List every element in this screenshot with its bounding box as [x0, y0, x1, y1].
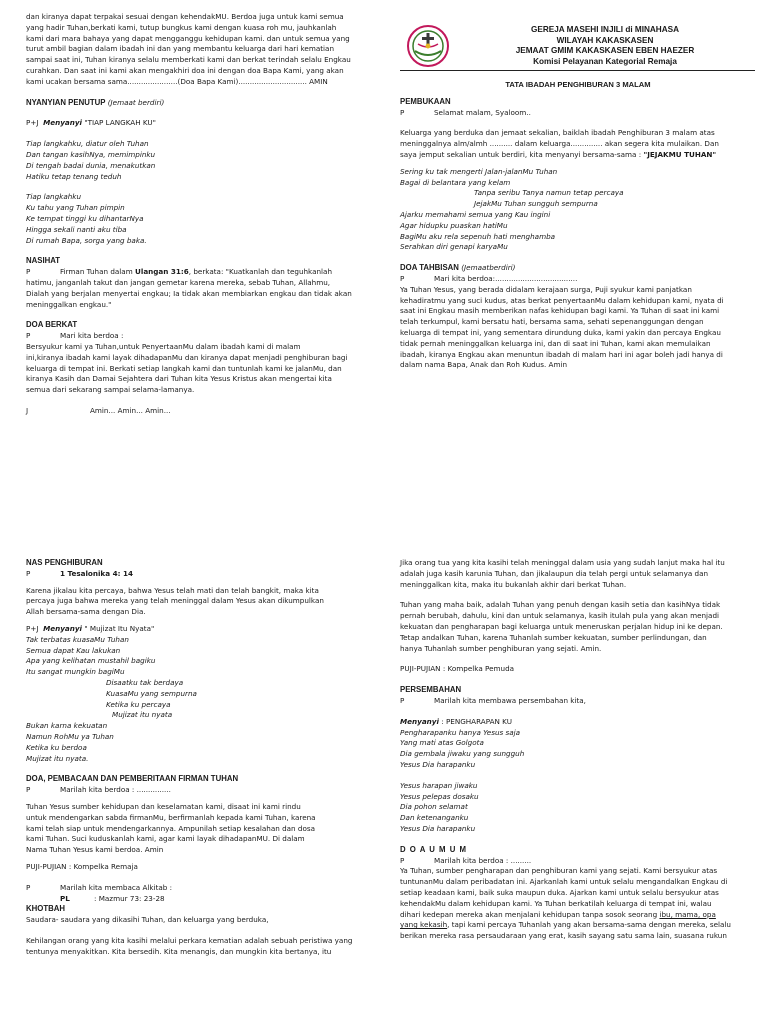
song-line: Namun RohMu ya Tuhan — [26, 731, 114, 741]
service-title: TATA IBADAH PENGHIBURAN 3 MALAM — [505, 80, 651, 89]
text-line: sampai saat ini, Tuhan kiranya selalu memberkati kami dan berkat terindah selalu Engkau — [26, 55, 351, 65]
text-line: ibadah, kiranya Engkau akan menuntun ibadah di malam hari ini agar boleh jadi hanya di — [400, 349, 723, 359]
text-line: kami dari mara bahaya yang dapat mengganggu kehidupan kami. dan untuk semua yang — [26, 33, 350, 43]
song-line: Dia gembala jiwaku yang sungguh — [400, 749, 525, 759]
text-line: Tetap andalkan Tuhan, karena Tuhanlah sumber kekuatan, sumber perlindungan, dan — [400, 632, 707, 642]
song-line: KuasaMu yang sempurna — [106, 688, 197, 698]
song-line: Apa yang kelihatan mustahil bagiku — [26, 656, 156, 666]
song-line: Mujizat itu nyata. — [26, 753, 89, 763]
song-line: Agar hidupku puaskan hatiMu — [400, 220, 508, 230]
text-line: kami telah siap untuk mendengarkannya. Ampunilah setiap kesalahan dan dosa — [26, 823, 316, 833]
song-line: Hatiku tetap tenang teduh — [26, 171, 122, 181]
text-line: Jika orang tua yang kita kasihi telah meninggal dalam usia yang sudah lanjut maka hal itu — [400, 558, 725, 567]
song-line: Ajarku memahami semua yang Kau ingini — [400, 209, 551, 219]
text-line: saya jemput sekalian untuk berdiri, kita menyanyi bersama-sama : "JEJAKMU TUHAN" — [400, 149, 717, 159]
song-lead: P+J Menyanyi " Mujizat Itu Nyata" — [26, 623, 155, 633]
song-line: Ku tahu yang Tuhan pimpin — [26, 203, 125, 213]
text-line: turut ambil bagian dalam ibadah ini dan yang membantu keluarga dari hari kematian — [26, 44, 335, 54]
song-lead: Menyanyi : PENGHARAPAN KU — [400, 716, 512, 726]
reading-reference: PL : Mazmur 73: 23-28 — [60, 893, 165, 903]
letterhead-text — [460, 25, 750, 67]
church-logo-icon — [406, 24, 450, 68]
text-line: Tuhan yang maha baik, adalah Tuhan yang penuh dengan kasih setia dan kasihNya tidak — [400, 600, 721, 610]
text-line: telah terkumpul, kami bersatu hati, bersama sama, sehati sepenanggungan dengan — [400, 317, 704, 327]
song-line: Ke tempat tinggi ku dihantarNya — [26, 213, 144, 223]
closing-song-line: P+J Menyanyi "TIAP LANGKAH KU" — [26, 118, 156, 128]
header-divider — [400, 70, 755, 71]
text-line: Kehilangan orang yang kita kasihi melalui perkara kematian adalah sebuah peristiwa yang — [26, 935, 353, 945]
song-line: Tanpa seribu Tanya namun tetap percaya — [474, 188, 624, 198]
praise-line: PUJI-PUJIAN : Kompelka Pemuda — [400, 664, 515, 674]
sermon-heading: KHOTBAH — [26, 904, 65, 914]
bottom-left-column — [26, 558, 366, 958]
nasihat-line: P Firman Tuhan dalam Ulangan 31:6, berkata: "Kuatkanlah dan teguhkanlah — [26, 267, 333, 277]
text-line: hatimu, janganlah takut dan jangan gemetar karena mereka, sebab Tuhan, Allahmu, — [26, 277, 331, 287]
song-line: BagiMu aku rela sepenuh hati menghamba — [400, 231, 556, 241]
text-line: ini,kiranya ibadah kami layak dihadapanMu dan kiranya dapat menjadi penghiburan bagi — [26, 352, 348, 362]
closing-song-heading: NYANYIAN PENUTUP (Jemaat berdiri) — [26, 97, 165, 107]
song-line: Yesus Dia harapanku — [400, 759, 476, 769]
text-line: kehadiratmu yang suci kudus, atas berkat penyertaanMu dalam kehidupan kami, nyata di — [400, 295, 724, 305]
text-line: pernah berubah, dahulu, kini dan untuk selamanya, kasih itulah pula yang akan menjadi — [400, 611, 720, 621]
prayer-lead: P Mari kita berdoa:.................................... — [400, 273, 578, 283]
song-line: Itu sangat mungkin bagiMu — [26, 667, 125, 677]
top-right-column — [400, 80, 756, 371]
comfort-text-heading: NAS PENGHIBURAN — [26, 558, 103, 567]
song-line: Di rumah Bapa, sorga yang baka. — [26, 235, 147, 245]
text-line: adalah juga kasih karunia Tuhan, dan jikalaupun dia telah pergi untuk selamanya dan — [400, 568, 709, 578]
song-line: Pengharapanku hanya Yesus saja — [400, 727, 521, 737]
prayer-lead: P Marilah kita berdoa : ............... — [26, 785, 171, 795]
offering-lead: P Marilah kita membawa persembahan kita, — [400, 695, 586, 705]
top-left-column — [26, 12, 366, 417]
text-line: meninggalkan engkau." — [26, 299, 112, 309]
text-line: Bersyukur kami ya Tuhan,untuk PenyertaanMu dalam ibadah kami di malam — [26, 341, 301, 351]
church-name: GEREJA MASEHI INJILI di MINAHASA — [531, 25, 679, 34]
text-line: hanya Tuhanlah sumber penghiburan yang sejati. Amin. — [400, 643, 602, 653]
song-line: Sering ku tak mengerti Jalan-jalanMu Tuhan — [400, 166, 558, 176]
song-line: Tak terbatas kuasaMu Tuhan — [26, 634, 129, 644]
text-line: setiap keadaan kami, baik suka maupun duka. Ajarkan kami untuk selalu bersyukur atas — [400, 887, 719, 897]
song-line: Mujizat itu nyata — [112, 710, 173, 720]
scripture-reference: P 1 Tesalonika 4: 14 — [26, 568, 133, 578]
text-line: Nama Tuhan Yesus kami berdoa. Amin — [26, 845, 164, 855]
text-line: tidak pernah meninggalkan keluarga ini, dan di saat ini Tuhan, kami akan memulaikan — [400, 338, 711, 348]
text-line: keluarga di tempat ini. Berkati setiap langkah kami dan tuntunlah kami ke jalanMu, dan — [26, 363, 342, 373]
text-line: Keluarga yang berduka dan jemaat sekalian, baiklah ibadah Penghiburan 3 malam atas — [400, 128, 715, 138]
blessing-prayer-heading: DOA BERKAT — [26, 320, 78, 330]
text-line: Tuhan Yesus sumber kehidupan dan keselamatan kami, disaat ini kami rindu — [26, 801, 301, 811]
text-line: kami Tuhan. Suci kuduskanlah kami, agar kami layak dihadapanMU. Di dalam — [26, 834, 305, 844]
text-line: meninggalnya alm/almh .......... dalam keluarga.............. akan segera kita mulaikan. Dan — [400, 139, 719, 149]
text-line: yang hadir Tuhan,berkati kami, tutup bungkus kami dengan kuasa roh mu, jauhkanlah — [26, 22, 337, 32]
song-line: Dan ketenanganku — [400, 813, 469, 823]
text-line: dalam nama Bapa, Anak dan Roh Kudus. Amin — [400, 360, 568, 370]
text-line: percaya juga bahwa mereka yang telah meninggal dalam Yesus akan dikumpulkan — [26, 596, 324, 606]
song-line: Bukan karna kekuatan — [26, 721, 108, 731]
reading-lead: P Marilah kita membaca Alkitab : — [26, 882, 173, 892]
text-line: keluarga di tempat ini, yang sementara dirundung duka, kami yakin dan percaya Engkau — [400, 327, 721, 337]
amen-line: J Amin... Amin... Amin... — [26, 405, 171, 415]
text-line: dihari kedepan mereka akan menjalani kehidupan tanpa sosok seorang ibu, mama, opa — [400, 909, 716, 919]
region-name: WILAYAH KAKASKASEN — [556, 35, 654, 45]
song-line: Semua dapat Kau lakukan — [26, 645, 121, 655]
text-line: yang kekasih, tapi kami percaya Tuhanlah yang akan bersama-sama dengan mereka, selalu — [400, 920, 731, 930]
text-line: kehendakMu dalam kehidupan kami. Ya Tuhan berkatilah keluarga di tempat ini, walau — [400, 898, 712, 908]
praise-line: PUJI-PUJIAN : Kompelka Remaja — [26, 861, 138, 871]
song-line: Ketika ku berdoa — [26, 742, 87, 752]
song-line: Hingga sekali nanti aku tiba — [26, 224, 127, 234]
text-line: Karena jikalau kita percaya, bahwa Yesus telah mati dan telah bangkit, maka kita — [26, 585, 319, 595]
letterhead — [400, 22, 754, 70]
song-line: Tiap langkahku, diatur oleh Tuhan — [26, 139, 149, 149]
text-line: kami ucakan bersama sama......................(Doa Bapa Kami).............................. AMIN — [26, 76, 328, 86]
text-line: Saudara- saudara yang dikasihi Tuhan, dan keluarga yang berduka, — [26, 915, 269, 925]
opening-heading: PEMBUKAAN — [400, 96, 451, 106]
song-line: Tiap langkahku — [26, 192, 81, 202]
text-line: Dialah yang berjalan menyertai engkau; Ia tidak akan membiarkan engkau dan tidak akan — [26, 288, 352, 298]
greeting-line: P Selamat malam, Syaloom.. — [400, 107, 531, 117]
song-line: Yesus Dia harapanku — [400, 823, 476, 833]
song-line: Yesus harapan jiwaku — [400, 780, 478, 790]
bottom-right-column — [400, 558, 744, 942]
song-line: Ketika ku percaya — [106, 699, 171, 709]
text-line: Ya Tuhan Yesus, yang berada didalam kerajaan surga, Puji syukur kami panjatkan — [400, 284, 692, 294]
song-line: Bagai di belantara yang kelam — [400, 177, 511, 187]
congregation-name: JEMAAT GMIM KAKASKASEN EBEN HAEZER — [515, 46, 695, 56]
text-line: saat ini Engkau masih memberikan nafas kehidupan bagi kami. Ya Tuhan di saat ini kami — [400, 306, 720, 316]
text-line: curahkan. Dan saat ini kami akan mengakhiri doa ini dengan doa Bapa Kami, yang akan — [26, 65, 344, 75]
song-line: Dia pohon selamat — [400, 802, 468, 812]
nasihat-heading: NASIHAT — [26, 256, 61, 266]
text-line: tentunya menyakitkan. Kita bersedih. Kita menangis, dan mungkin kita bertanya, itu — [26, 946, 332, 956]
song-line: Dan tangan kasihNya, memimpinku — [26, 149, 156, 159]
text-line: Ya Tuhan, sumber pengharapan dan penghiburan kami yang sejati. Kami bersyukur atas — [400, 866, 718, 876]
text-line: dan kiranya dapat terpakai sesuai dengan kehendakMU. Berdoa juga untuk kami semua — [26, 12, 344, 21]
song-line: Disaatku tak berdaya — [106, 677, 184, 687]
general-prayer-heading: D O A U M U M — [400, 844, 467, 854]
song-line: Yesus pelepas dosaku — [400, 791, 479, 801]
prayer-reading-heading: DOA, PEMBACAAN DAN PEMBERITAAN FIRMAN TUHAN — [26, 774, 239, 784]
text-line: untuk mendengarkan sabda firmanMu, berfirmanlah kepada kami Tuhan, karena — [26, 812, 316, 822]
prayer-lead: P Mari kita berdoa : — [26, 331, 124, 341]
song-line: JejakMu Tuhan sungguh sempurna — [474, 199, 598, 209]
commission-name: Komisi Pelayanan Kategorial Remaja — [533, 56, 677, 66]
text-line: berikan mereka rasa persaudaraan yang erat, kasih sayang satu sama lain, suasana rukun — [400, 931, 727, 941]
dedication-heading: DOA TAHBISAN (Jemaatberdiri) — [400, 263, 516, 273]
text-line: tuntunanMu dalam peribadatan ini. Ajarkanlah kami untuk selalu mengandalkan Engkau di — [400, 877, 728, 887]
text-line: meninggalkan kita, maka itu bukanlah akhir dari berkat Tuhan. — [400, 579, 627, 589]
text-line: kiranya Kasih dan Damai Sejahtera dari Tuhan kita Yesus Kristus akan mengertai kita — [26, 374, 332, 384]
text-line: kekuatan dan pengharapan bagi keluarga untuk meneruskan perjalan hidup ini ke depan. — [400, 621, 723, 631]
song-line: Di tengah badai dunia, menakutkan — [26, 160, 156, 170]
offering-heading: PERSEMBAHAN — [400, 685, 462, 695]
song-line: Yang mati atas Golgota — [400, 738, 484, 748]
text-line: semua dari sekarang sampai selama-lamanya. — [26, 385, 195, 395]
song-line: Serahkan diri genapi karyaMu — [400, 242, 508, 252]
prayer-lead: P Marilah kita berdoa : ......... — [400, 855, 532, 865]
text-line: Allah bersama-sama dengan Dia. — [26, 607, 146, 617]
